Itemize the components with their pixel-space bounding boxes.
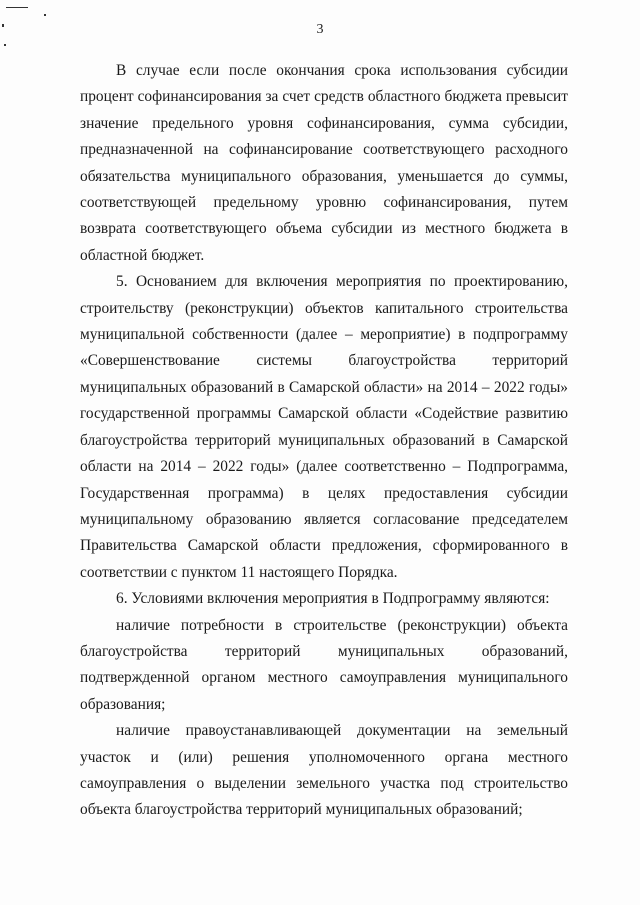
paragraph-5: 5. Основанием для включения мероприятия по проектированию, строительству (реконструкции) объектов капитального строительства муниципальной собственности (далее – мероприятие) в подпрограмму «Совершенствование системы благоустройства территорий муниципальных образований в Самарской области» на 2014 – 2022 годы» государственной программы Самарской области «Содействие развитию благоустройства территорий муниципальных образований в Самарской области на 2014 – 2022 годы» (далее соответственно – Подпрограмма, Государственная программа) в целях предоставления субсидии муниципальному образованию является согласование председателем Правительства Самарской области предложения, сформированного в соответствии с пунктом 11 настоящего Порядка. [80, 273, 568, 581]
paragraph-subsidy-return: В случае если после окончания срока использования субсидии процент софинансирования за счет средств областного бюджета превысит значение предельного уровня софинансирования, сумма субсидии, предназначенной на софинансирование соответствующего расходного обязательства муниципального образования, уменьшается до суммы, соответствующей предельному уровню софинансирования, путем возврата соответствующего объема субсидии из местного бюджета в областной бюджет. [80, 62, 568, 264]
scan-mark-dot-3 [4, 44, 6, 46]
paragraph-condition-land: наличие правоустанавливающей документации на земельный участок и (или) решения уполномоченного органа местного самоуправления о выделении земельного участка под строительство объекта благоустройства территорий муниципальных образований; [80, 722, 568, 819]
paragraph-condition-need: наличие потребности в строительстве (реконструкции) объекта благоустройства территорий муниципальных образований, подтвержденной органом местного самоуправления муниципального образования; [80, 616, 568, 713]
scan-mark-dot-1 [44, 14, 46, 16]
scan-mark-top [6, 7, 28, 8]
paragraph-6: 6. Условиями включения мероприятия в Подпрограмму являются: [116, 590, 550, 608]
page-number: 3 [316, 22, 324, 37]
document-body [80, 58, 568, 824]
